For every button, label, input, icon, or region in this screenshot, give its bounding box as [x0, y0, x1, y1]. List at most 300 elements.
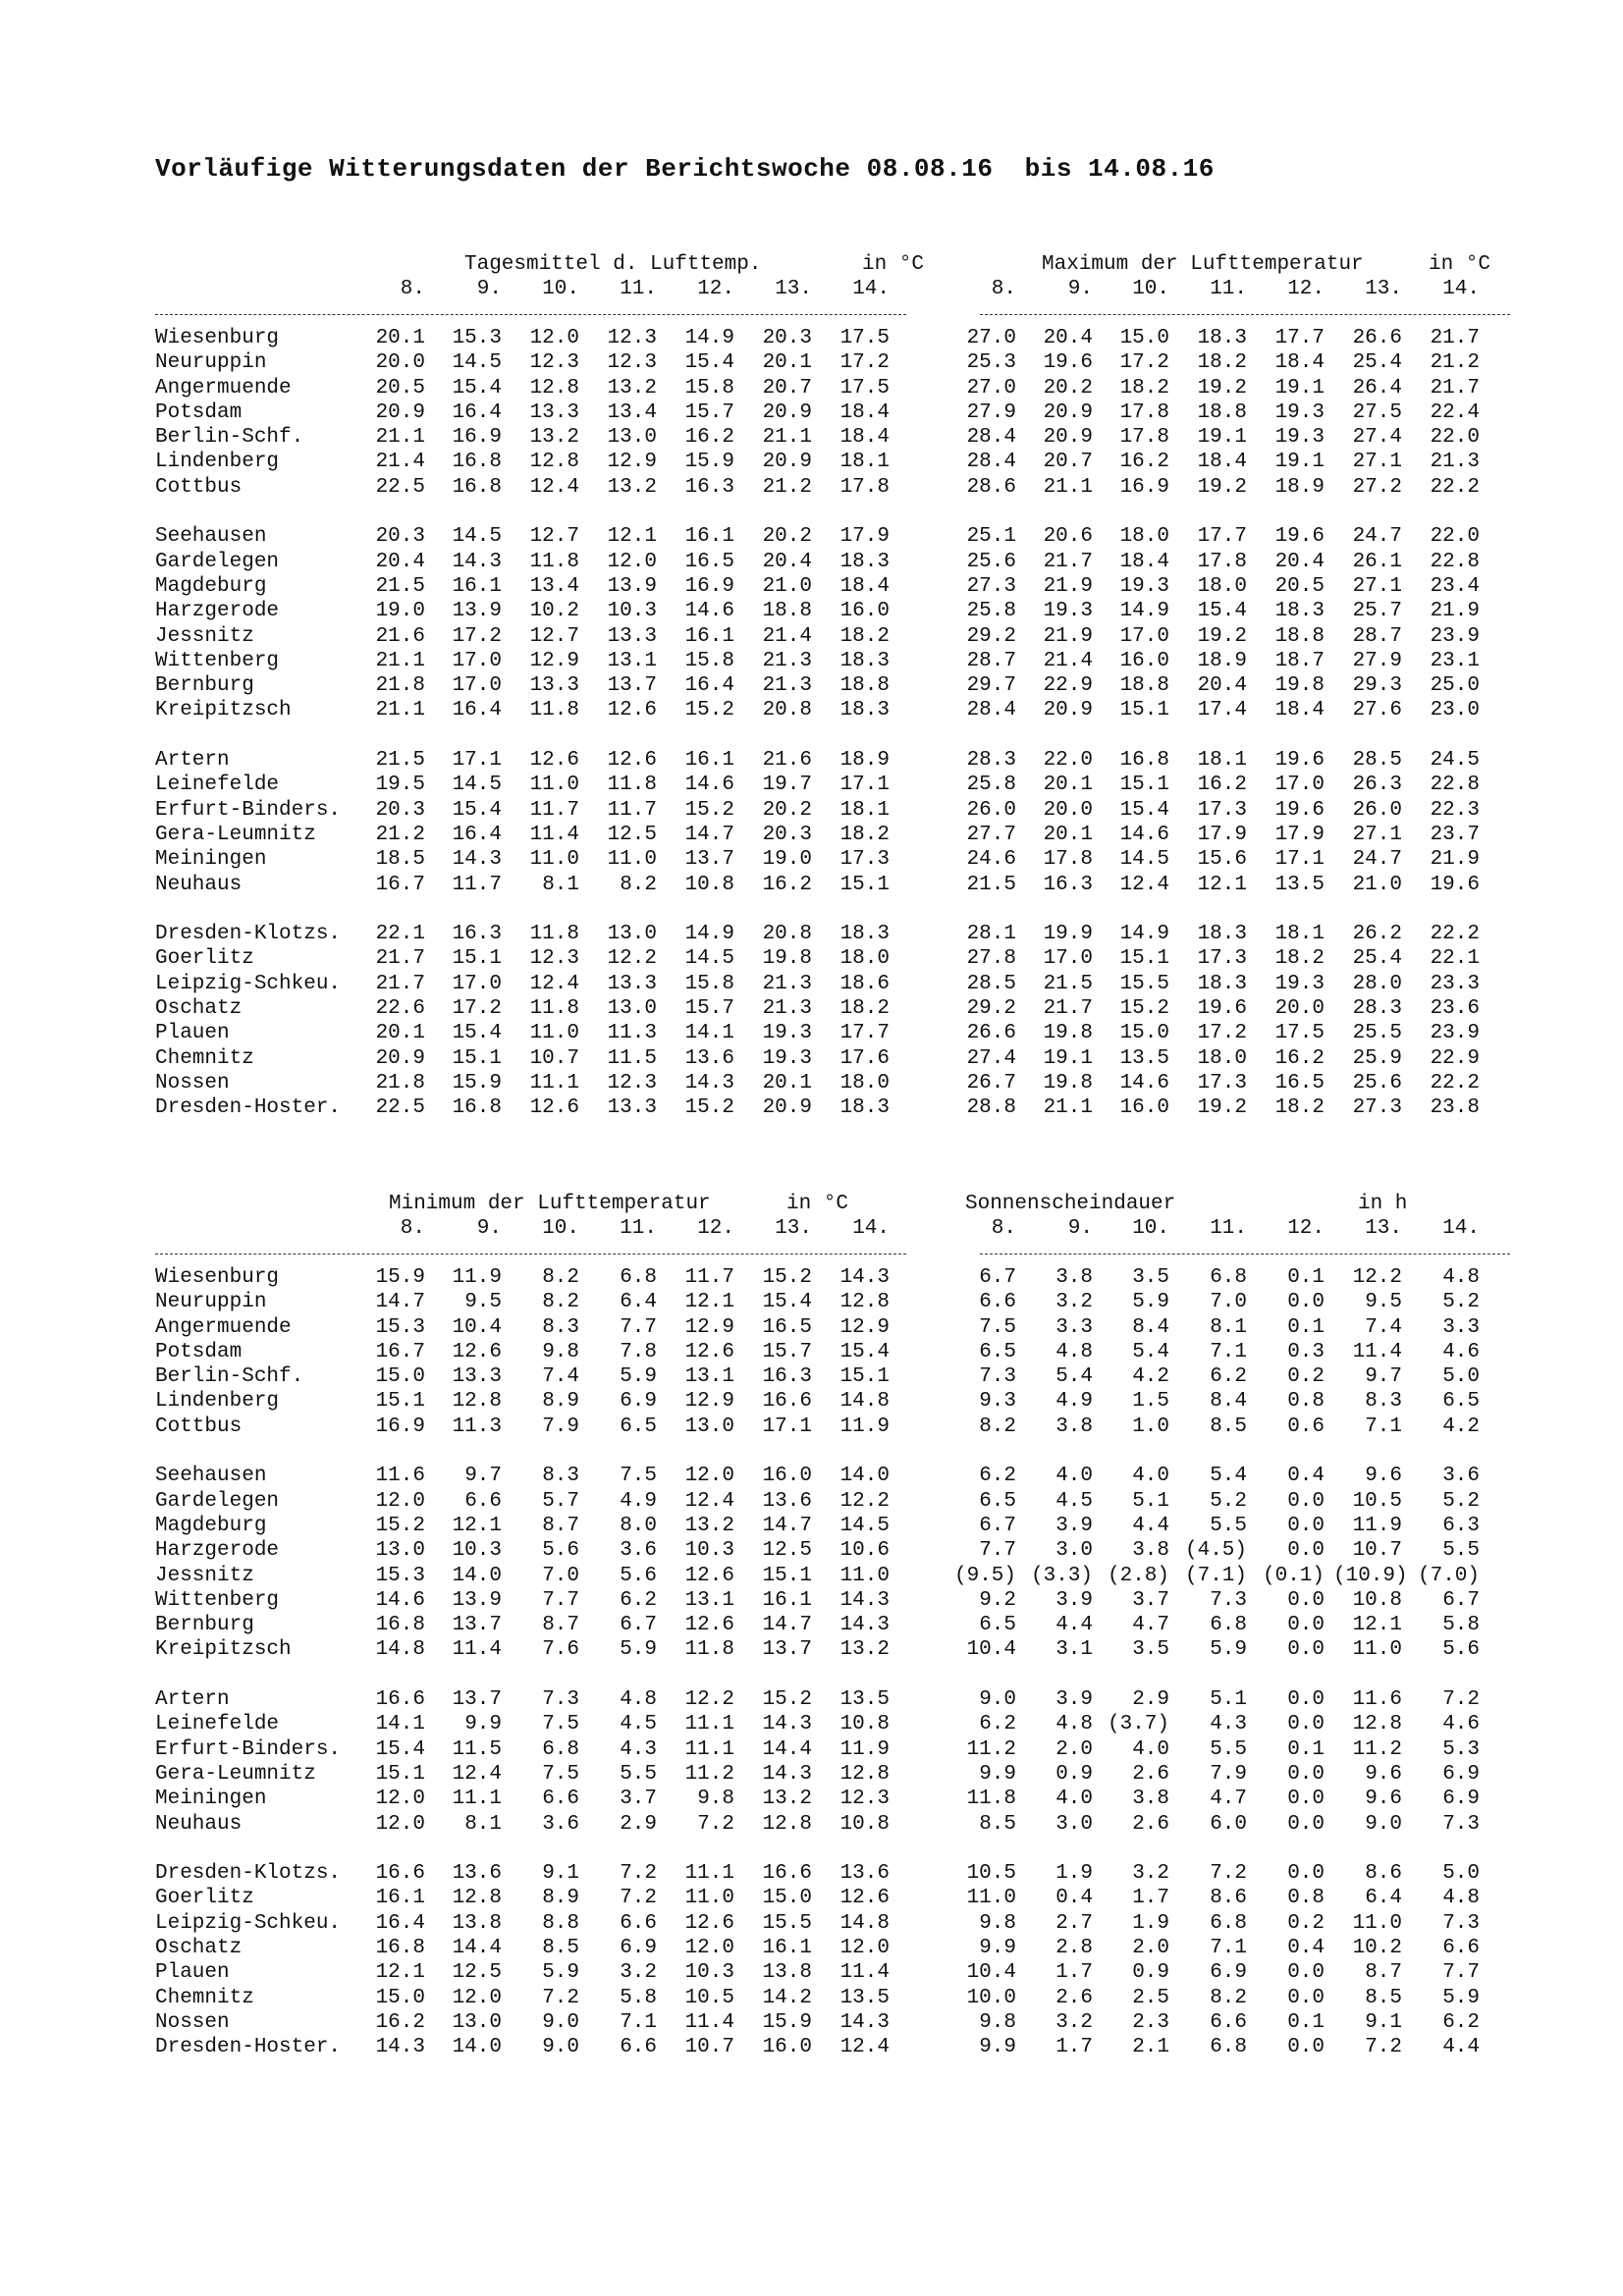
- table-cell: 20.2: [1043, 376, 1093, 400]
- table-cell: 17.2: [839, 351, 890, 375]
- table-cell: 0.0: [1287, 1862, 1325, 1886]
- table-cell: 24.7: [1352, 525, 1402, 549]
- table-cell: 7.2: [1442, 1688, 1480, 1712]
- table-cell: 0.0: [1287, 1713, 1325, 1736]
- table-cell: 7.2: [1365, 2036, 1402, 2059]
- table-cell: 5.9: [620, 1638, 657, 1662]
- table-cell: 15.4: [762, 1291, 812, 1314]
- table-cell: 7.5: [979, 1315, 1016, 1339]
- table-cell: 11.4: [684, 2010, 734, 2034]
- table-cell: 0.0: [1287, 1489, 1325, 1513]
- station-name: Bernburg: [155, 1614, 254, 1637]
- table-cell: 11.0: [1352, 1911, 1402, 1935]
- table-cell: 16.9: [1119, 475, 1169, 499]
- table-row: [155, 1515, 1510, 1539]
- table-row: [155, 377, 1510, 401]
- table-cell: 12.9: [607, 451, 657, 474]
- table-cell: 19.3: [762, 1022, 812, 1045]
- right-header-title: Sonnenscheindauer: [965, 1193, 1176, 1215]
- section-mean-max-temperature: [155, 253, 1510, 1122]
- table-cell: 11.4: [839, 1961, 890, 1985]
- table-cell: 14.5: [452, 525, 502, 549]
- table-cell: 23.0: [1430, 699, 1480, 722]
- table-cell: 5.1: [1132, 1489, 1169, 1513]
- table-cell: 19.8: [762, 947, 812, 971]
- station-name: Chemnitz: [155, 1046, 254, 1070]
- table-cell: 6.7: [620, 1614, 657, 1637]
- table-cell: 4.8: [620, 1688, 657, 1712]
- table-cell: 21.2: [375, 823, 425, 846]
- table-row: [155, 650, 1510, 674]
- table-cell: 5.8: [620, 1986, 657, 2009]
- table-cell: 6.6: [1210, 2010, 1247, 2034]
- table-cell: 15.1: [452, 947, 502, 971]
- table-cell: 7.7: [620, 1315, 657, 1339]
- table-cell: 5.3: [1442, 1737, 1480, 1761]
- table-cell: 27.1: [1352, 823, 1402, 846]
- table-row: [155, 1465, 1510, 1489]
- table-cell: 0.1: [1287, 1266, 1325, 1289]
- table-cell: 13.7: [684, 848, 734, 872]
- table-cell: 18.4: [1274, 699, 1325, 722]
- table-cell: 12.1: [684, 1291, 734, 1314]
- table-cell: 13.8: [452, 1911, 502, 1935]
- table-row: [155, 600, 1510, 624]
- table-cell: 3.5: [1132, 1266, 1169, 1289]
- table-cell: 13.7: [452, 1614, 502, 1637]
- table-cell: 21.9: [1430, 848, 1480, 872]
- table-cell: 11.4: [529, 823, 579, 846]
- table-cell: 13.2: [607, 475, 657, 499]
- table-cell: 21.3: [1430, 451, 1480, 474]
- table-cell: 10.4: [966, 1961, 1016, 1985]
- table-cell: 23.9: [1430, 1022, 1480, 1045]
- table-row: [155, 1047, 1510, 1072]
- table-cell: 11.3: [607, 1022, 657, 1045]
- table-cell: 6.5: [1442, 1390, 1480, 1414]
- table-cell: 14.5: [839, 1514, 890, 1537]
- table-cell: 6.6: [620, 1911, 657, 1935]
- table-cell: 21.4: [375, 451, 425, 474]
- table-cell: 17.6: [839, 1046, 890, 1070]
- table-cell: 19.3: [1119, 574, 1169, 598]
- station-name: Gera-Leumnitz: [155, 823, 316, 846]
- table-cell: 16.1: [762, 1937, 812, 1960]
- table-cell: 15.8: [684, 376, 734, 400]
- day-label: 8.: [400, 1217, 425, 1240]
- table-cell: 8.1: [542, 873, 579, 896]
- table-cell: 15.2: [684, 699, 734, 722]
- table-cell: 5.5: [1210, 1737, 1247, 1761]
- table-cell: 15.8: [684, 649, 734, 672]
- table-cell: (9.5): [953, 1564, 1016, 1587]
- table-cell: 7.2: [697, 1812, 734, 1836]
- table-row: [155, 1813, 1510, 1838]
- table-cell: 20.9: [762, 400, 812, 424]
- table-cell: 14.9: [684, 327, 734, 349]
- table-cell: 15.2: [762, 1266, 812, 1289]
- table-cell: 6.3: [1442, 1514, 1480, 1537]
- table-cell: 3.2: [1055, 1291, 1093, 1314]
- table-cell: 8.6: [1365, 1862, 1402, 1886]
- table-cell: 8.4: [1210, 1390, 1247, 1414]
- table-cell: 18.0: [1197, 574, 1247, 598]
- table-cell: 16.1: [684, 624, 734, 648]
- table-cell: 15.7: [762, 1340, 812, 1363]
- table-cell: 3.8: [1055, 1415, 1093, 1438]
- table-cell: 13.3: [607, 1096, 657, 1120]
- table-cell: 7.2: [620, 1862, 657, 1886]
- table-cell: 14.3: [452, 550, 502, 573]
- table-cell: 16.0: [1119, 1096, 1169, 1120]
- table-cell: 21.7: [1430, 376, 1480, 400]
- table-cell: 0.0: [1287, 1812, 1325, 1836]
- table-cell: 16.6: [762, 1390, 812, 1414]
- table-cell: 2.0: [1055, 1737, 1093, 1761]
- table-cell: 22.8: [1430, 774, 1480, 797]
- day-label: 13.: [775, 1217, 812, 1240]
- table-cell: 0.2: [1287, 1911, 1325, 1935]
- table-cell: 8.3: [542, 1465, 579, 1488]
- table-cell: 19.3: [1043, 600, 1093, 623]
- table-cell: 17.5: [839, 327, 890, 349]
- table-cell: 14.5: [452, 351, 502, 375]
- table-cell: 17.2: [1197, 1022, 1247, 1045]
- table-cell: 17.9: [839, 525, 890, 549]
- table-cell: 11.4: [452, 1638, 502, 1662]
- table-cell: 15.3: [375, 1315, 425, 1339]
- table-cell: 10.3: [607, 600, 657, 623]
- table-cell: 20.1: [375, 327, 425, 349]
- table-cell: 1.5: [1132, 1390, 1169, 1414]
- table-cell: 6.9: [620, 1390, 657, 1414]
- table-cell: 16.9: [452, 426, 502, 450]
- table-cell: 14.0: [839, 1465, 890, 1488]
- table-cell: 5.9: [542, 1961, 579, 1985]
- table-cell: 11.8: [607, 774, 657, 797]
- table-cell: 5.0: [1442, 1365, 1480, 1389]
- table-cell: 27.9: [966, 400, 1016, 424]
- table-cell: (3.3): [1030, 1564, 1093, 1587]
- table-cell: 15.1: [1119, 774, 1169, 797]
- table-cell: 13.6: [762, 1489, 812, 1513]
- table-cell: 6.9: [1442, 1762, 1480, 1786]
- table-cell: 16.0: [1119, 649, 1169, 672]
- table-cell: 12.0: [375, 1788, 425, 1811]
- table-cell: 8.7: [542, 1614, 579, 1637]
- table-cell: 8.9: [542, 1887, 579, 1910]
- table-cell: 4.0: [1132, 1465, 1169, 1488]
- table-cell: 1.9: [1132, 1911, 1169, 1935]
- table-cell: 9.2: [979, 1588, 1016, 1612]
- table-row: [155, 1490, 1510, 1515]
- table-cell: 8.2: [620, 873, 657, 896]
- table-cell: 12.8: [452, 1887, 502, 1910]
- table-row: [155, 749, 1510, 774]
- table-cell: 14.3: [762, 1713, 812, 1736]
- table-cell: 19.1: [1274, 376, 1325, 400]
- station-name: Artern: [155, 1688, 230, 1712]
- table-cell: 12.8: [529, 376, 579, 400]
- table-row: [155, 947, 1510, 972]
- table-row: [155, 476, 1510, 501]
- table-cell: 8.3: [1365, 1390, 1402, 1414]
- table-cell: 5.8: [1442, 1614, 1480, 1637]
- table-cell: 19.3: [1274, 426, 1325, 450]
- table-cell: 12.4: [684, 1489, 734, 1513]
- table-cell: 1.7: [1055, 1961, 1093, 1985]
- station-name: Plauen: [155, 1022, 230, 1045]
- table-cell: 22.0: [1430, 525, 1480, 549]
- table-cell: 0.4: [1287, 1937, 1325, 1960]
- table-cell: 21.1: [762, 426, 812, 450]
- table-cell: 11.0: [966, 1887, 1016, 1910]
- table-cell: 20.9: [375, 400, 425, 424]
- table-cell: 13.0: [607, 426, 657, 450]
- table-cell: 21.0: [762, 574, 812, 598]
- station-name: Kreipitzsch: [155, 699, 292, 722]
- table-cell: 4.6: [1442, 1340, 1480, 1363]
- table-cell: 18.6: [839, 972, 890, 995]
- table-cell: 7.5: [620, 1465, 657, 1488]
- table-cell: 16.1: [452, 574, 502, 598]
- table-cell: 14.3: [684, 1071, 734, 1095]
- section-header: [155, 253, 1510, 278]
- table-cell: 18.0: [1197, 1046, 1247, 1070]
- table-cell: 15.2: [684, 1096, 734, 1120]
- table-cell: 21.6: [762, 749, 812, 773]
- table-cell: 13.0: [452, 2010, 502, 2034]
- table-row: [155, 551, 1510, 575]
- table-cell: 15.1: [375, 1390, 425, 1414]
- table-cell: 28.8: [966, 1096, 1016, 1120]
- table-cell: 11.3: [452, 1415, 502, 1438]
- station-name: Seehausen: [155, 1465, 267, 1488]
- table-cell: 12.6: [684, 1911, 734, 1935]
- table-cell: 12.3: [607, 327, 657, 349]
- table-cell: 8.7: [542, 1514, 579, 1537]
- table-cell: 9.9: [979, 1937, 1016, 1960]
- table-cell: 8.8: [542, 1911, 579, 1935]
- dashed-rule: [155, 1254, 906, 1255]
- table-cell: 7.3: [1442, 1911, 1480, 1935]
- table-cell: 15.0: [1119, 327, 1169, 349]
- table-cell: 0.0: [1287, 1961, 1325, 1985]
- table-cell: 17.5: [839, 376, 890, 400]
- table-cell: 10.4: [452, 1315, 502, 1339]
- table-cell: 7.3: [1210, 1588, 1247, 1612]
- table-cell: 2.9: [1132, 1688, 1169, 1712]
- table-cell: 20.2: [762, 525, 812, 549]
- table-cell: 28.0: [1352, 972, 1402, 995]
- table-cell: 12.1: [1352, 1614, 1402, 1637]
- table-cell: 6.9: [1210, 1961, 1247, 1985]
- table-cell: 16.8: [375, 1614, 425, 1637]
- table-cell: 16.4: [375, 1911, 425, 1935]
- station-name: Wiesenburg: [155, 1266, 280, 1289]
- table-cell: 21.2: [762, 475, 812, 499]
- day-header-row: [155, 1217, 1510, 1242]
- table-cell: 11.7: [684, 1266, 734, 1289]
- table-cell: 19.7: [762, 774, 812, 797]
- table-cell: 18.2: [839, 997, 890, 1021]
- table-cell: 3.8: [1055, 1266, 1093, 1289]
- table-cell: 8.2: [1210, 1986, 1247, 2009]
- table-cell: 18.0: [839, 1071, 890, 1095]
- table-cell: 3.2: [1055, 2010, 1093, 2034]
- table-cell: 21.5: [375, 749, 425, 773]
- table-cell: 20.4: [1274, 550, 1325, 573]
- table-row: [155, 1415, 1510, 1440]
- table-cell: 22.2: [1430, 475, 1480, 499]
- table-cell: 2.9: [620, 1812, 657, 1836]
- table-cell: 16.8: [452, 475, 502, 499]
- station-name: Gera-Leumnitz: [155, 1762, 316, 1786]
- table-cell: 14.3: [375, 2036, 425, 2059]
- table-cell: 15.7: [684, 997, 734, 1021]
- table-cell: 23.1: [1430, 649, 1480, 672]
- table-cell: 12.0: [607, 550, 657, 573]
- table-cell: 5.2: [1442, 1489, 1480, 1513]
- table-cell: 3.9: [1055, 1688, 1093, 1712]
- table-cell: 18.4: [1274, 351, 1325, 375]
- station-name: Lindenberg: [155, 1390, 280, 1414]
- table-cell: (7.1): [1184, 1564, 1247, 1587]
- table-row: [155, 997, 1510, 1022]
- table-row: [155, 923, 1510, 947]
- table-cell: 26.3: [1352, 774, 1402, 797]
- right-header-title: Maximum der Lufttemperatur: [1042, 253, 1364, 276]
- table-cell: 28.5: [1352, 749, 1402, 773]
- station-name: Gardelegen: [155, 550, 280, 573]
- table-cell: 21.9: [1430, 600, 1480, 623]
- table-cell: 7.9: [542, 1415, 579, 1438]
- day-label: 14.: [1442, 278, 1480, 300]
- table-row: [155, 674, 1510, 699]
- table-cell: 16.5: [762, 1315, 812, 1339]
- table-cell: 14.6: [1119, 823, 1169, 846]
- table-cell: 16.2: [1119, 451, 1169, 474]
- table-cell: 19.3: [1274, 400, 1325, 424]
- table-cell: 4.9: [1055, 1390, 1093, 1414]
- table-cell: 16.5: [1274, 1071, 1325, 1095]
- table-cell: 15.6: [1197, 848, 1247, 872]
- table-cell: 25.5: [1352, 1022, 1402, 1045]
- day-label: 10.: [542, 278, 579, 300]
- table-cell: 13.7: [452, 1688, 502, 1712]
- table-cell: 12.6: [607, 749, 657, 773]
- table-cell: 26.6: [966, 1022, 1016, 1045]
- table-cell: 3.3: [1442, 1315, 1480, 1339]
- day-label: 12.: [1287, 1217, 1325, 1240]
- table-cell: 0.1: [1287, 1737, 1325, 1761]
- table-cell: 5.6: [542, 1539, 579, 1563]
- table-cell: 11.5: [452, 1737, 502, 1761]
- table-cell: 5.7: [542, 1489, 579, 1513]
- table-cell: 11.8: [529, 699, 579, 722]
- table-cell: 16.9: [684, 574, 734, 598]
- table-cell: 20.3: [375, 798, 425, 822]
- table-cell: 12.2: [1352, 1266, 1402, 1289]
- table-cell: 13.3: [607, 624, 657, 648]
- table-cell: 10.0: [966, 1986, 1016, 2009]
- table-cell: 21.7: [375, 972, 425, 995]
- table-cell: 17.3: [1197, 947, 1247, 971]
- table-cell: 5.4: [1055, 1365, 1093, 1389]
- table-cell: 4.4: [1442, 2036, 1480, 2059]
- table-cell: 13.6: [452, 1862, 502, 1886]
- station-name: Erfurt-Binders.: [155, 798, 342, 822]
- table-cell: 17.0: [452, 649, 502, 672]
- table-cell: 3.6: [542, 1812, 579, 1836]
- table-cell: 19.1: [1043, 1046, 1093, 1070]
- station-name: Leipzig-Schkeu.: [155, 972, 342, 995]
- table-cell: 14.3: [452, 848, 502, 872]
- station-name: Leipzig-Schkeu.: [155, 1911, 342, 1935]
- left-header-unit: in °C: [862, 253, 925, 276]
- table-row: [155, 799, 1510, 824]
- table-cell: 8.4: [1132, 1315, 1169, 1339]
- station-name: Magdeburg: [155, 574, 267, 598]
- table-cell: 6.2: [620, 1588, 657, 1612]
- day-label: 11.: [1210, 278, 1247, 300]
- table-cell: 19.0: [762, 848, 812, 872]
- table-cell: 1.7: [1132, 1887, 1169, 1910]
- table-cell: 2.3: [1132, 2010, 1169, 2034]
- table-cell: 28.1: [966, 923, 1016, 946]
- table-row: [155, 1096, 1510, 1121]
- table-cell: 20.9: [375, 1046, 425, 1070]
- table-cell: 0.0: [1287, 1588, 1325, 1612]
- table-cell: 20.1: [1043, 823, 1093, 846]
- table-cell: 7.2: [1210, 1862, 1247, 1886]
- table-cell: 6.9: [620, 1937, 657, 1960]
- table-cell: 18.4: [1197, 451, 1247, 474]
- table-cell: 18.3: [839, 649, 890, 672]
- table-row: [155, 401, 1510, 426]
- table-cell: 12.0: [684, 1465, 734, 1488]
- table-cell: 12.0: [839, 1937, 890, 1960]
- table-cell: 27.1: [1352, 451, 1402, 474]
- right-header-unit: in °C: [1429, 253, 1491, 276]
- table-cell: 22.0: [1430, 426, 1480, 450]
- table-cell: 23.3: [1430, 972, 1480, 995]
- table-cell: 11.6: [375, 1465, 425, 1488]
- table-cell: 0.0: [1287, 1291, 1325, 1314]
- table-cell: 6.5: [979, 1340, 1016, 1363]
- dashed-rule: [980, 1254, 1510, 1255]
- table-cell: 18.3: [1197, 972, 1247, 995]
- table-cell: 0.2: [1287, 1365, 1325, 1389]
- table-cell: 19.2: [1197, 475, 1247, 499]
- table-cell: 24.7: [1352, 848, 1402, 872]
- table-cell: 13.5: [1119, 1046, 1169, 1070]
- table-cell: 6.4: [620, 1291, 657, 1314]
- table-cell: 4.0: [1055, 1788, 1093, 1811]
- table-cell: 16.4: [452, 823, 502, 846]
- table-cell: 13.2: [529, 426, 579, 450]
- table-cell: 23.8: [1430, 1096, 1480, 1120]
- table-cell: 19.8: [1043, 1071, 1093, 1095]
- table-cell: 21.7: [1043, 550, 1093, 573]
- table-cell: 6.8: [620, 1266, 657, 1289]
- table-cell: 12.6: [684, 1340, 734, 1363]
- table-cell: 12.6: [839, 1887, 890, 1910]
- table-cell: 19.5: [375, 774, 425, 797]
- table-cell: 27.6: [1352, 699, 1402, 722]
- table-cell: 12.4: [839, 2036, 890, 2059]
- table-row: [155, 973, 1510, 997]
